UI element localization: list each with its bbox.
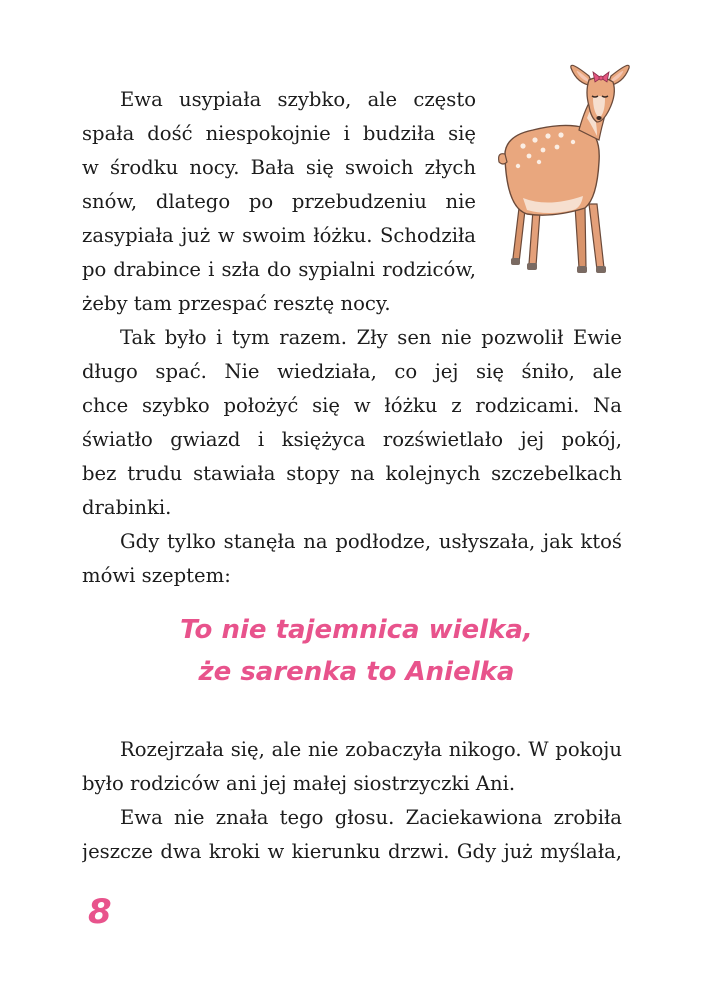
text-line: było rodziców ani jej małej siostrzyczki Ani. <box>82 772 516 795</box>
fawn-illustration <box>493 58 643 283</box>
text-line: długo spać. Nie wiedziała, co jej się śniło, ale <box>82 360 622 383</box>
text-line: Rozejrzała się, ale nie zobaczyła nikogo. W pokoju <box>120 738 622 761</box>
text-line: drabinki. <box>82 496 172 519</box>
text-line: po drabince i szła do sypialni rodziców, <box>82 258 476 281</box>
text-line: Tak było i tym razem. Zły sen nie pozwolił Ewie <box>120 326 622 349</box>
text-line: spała dość niespokojnie i budziła się <box>82 122 476 145</box>
text-line: żeby tam przespać resztę nocy. <box>82 292 391 315</box>
text-line: jeszcze dwa kroki w kierunku drzwi. Gdy już myślała, <box>82 840 622 863</box>
text-line: mówi szeptem: <box>82 564 231 587</box>
text-line: snów, dlatego po przebudzeniu nie <box>82 190 476 213</box>
text-line: w środku nocy. Bała się swoich złych <box>82 156 476 179</box>
poem-line: że sarenka to Anielka <box>198 657 515 687</box>
poem-line: To nie tajemnica wielka, <box>180 615 533 645</box>
page-number: 8 <box>88 892 112 932</box>
text-line: chce szybko położyć się w łóżku z rodzicami. Na <box>82 394 622 417</box>
text-line: Ewa usypiała szybko, ale często <box>120 88 476 111</box>
text-line: Ewa nie znała tego głosu. Zaciekawiona zrobiła <box>120 806 622 829</box>
text-line: bez trudu stawiała stopy na kolejnych szczebelkach <box>82 462 622 485</box>
text-line: Gdy tylko stanęła na podłodze, usłyszała, jak ktoś <box>120 530 622 553</box>
text-line: zasypiała już w swoim łóżku. Schodziła <box>82 224 476 247</box>
text-line: światło gwiazd i księżyca rozświetlało jej pokój, <box>82 428 622 451</box>
